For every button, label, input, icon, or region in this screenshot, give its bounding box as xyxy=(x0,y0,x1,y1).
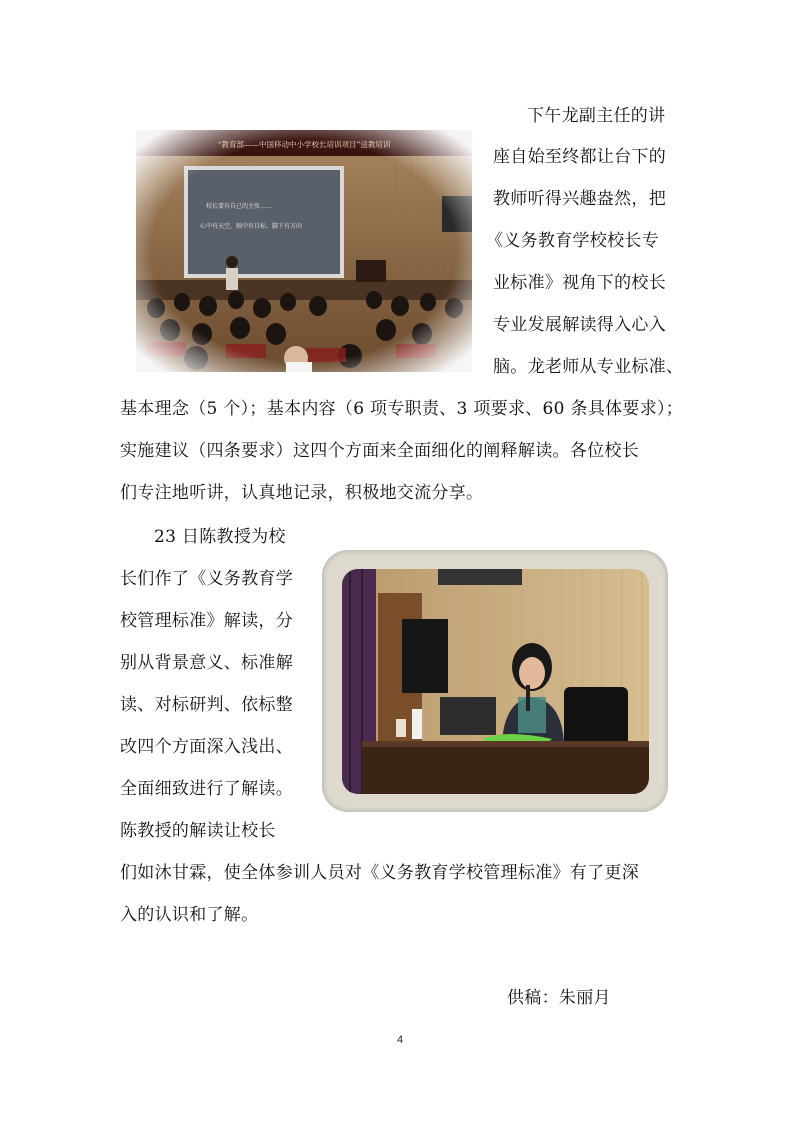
paragraph2-line-1: 23 日陈教授为校 xyxy=(154,527,286,547)
paragraph1-line-1: 下午龙副主任的讲 xyxy=(527,106,666,126)
paragraph2-line-4: 别从背景意义、标准解 xyxy=(120,653,293,673)
banner-text: “教育部——中国移动中小学校长培训项目”送教培训 xyxy=(217,140,391,149)
paragraph1-line-7: 脑。龙老师从专业标准、 xyxy=(493,357,684,377)
paragraph1-line-6: 专业发展解读得入心入 xyxy=(493,315,666,335)
paragraph1-line-10: 们专注地听讲，认真地记录，积极地交流分享。 xyxy=(120,483,484,503)
lecture-hall-photo xyxy=(136,130,472,372)
paragraph2-line-6: 改四个方面深入浅出、 xyxy=(120,737,293,757)
page-number: 4 xyxy=(397,1034,404,1046)
paragraph1-line-2: 座自始至终都让台下的 xyxy=(493,147,666,167)
speaker-photo xyxy=(342,569,649,794)
paragraph2-line-10: 入的认识和了解。 xyxy=(120,905,259,925)
paragraph2-line-7: 全面细致进行了解读。 xyxy=(120,779,293,799)
paragraph1-line-9: 实施建议（四条要求）这四个方面来全面细化的阐释解读。各位校长 xyxy=(120,441,639,461)
paragraph2-line-3: 校管理标准》解读，分 xyxy=(120,611,293,631)
lecture-hall-illustration xyxy=(136,130,472,372)
paragraph1-line-5: 业标准》视角下的校长 xyxy=(493,273,666,293)
paragraph2-line-9: 们如沐甘霖，使全体参训人员对《义务教育学校管理标准》有了更深 xyxy=(120,863,639,883)
paragraph1-line-3: 教师听得兴趣盎然，把 xyxy=(493,189,666,209)
speaker-photo-frame xyxy=(322,550,668,812)
credit-line: 供稿：朱丽月 xyxy=(507,988,611,1008)
paragraph2-line-5: 读、对标研判、依标整 xyxy=(120,695,293,715)
speaker-illustration xyxy=(342,569,649,794)
paragraph2-line-2: 长们作了《义务教育学 xyxy=(120,569,293,589)
paragraph2-line-8: 陈教授的解读让校长 xyxy=(120,821,276,841)
paragraph1-line-8: 基本理念（5 个）；基本内容（6 项专职责、3 项要求、60 条具体要求）； xyxy=(120,399,684,419)
paragraph1-line-4: 《义务教育学校校长专 xyxy=(486,231,659,251)
